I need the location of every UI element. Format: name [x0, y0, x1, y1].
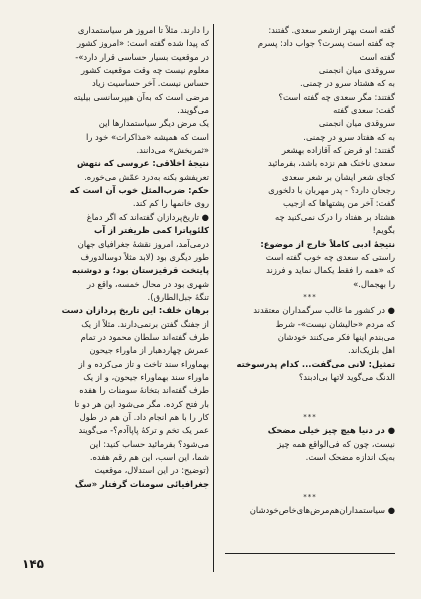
left-column-line: شهری بود در محال خمسه، واقع در	[86, 278, 209, 289]
right-column-line: می‌بندم اینها فکر می‌کنند خودشان	[277, 331, 395, 342]
left-column-line: تعریفشو بکنه به‌درد عمّش می‌خوره.	[84, 171, 209, 182]
right-column-line: ● در دنیا هیچ چیز خیلی مضحک	[267, 425, 395, 436]
right-column-line: کجای شعر ایشان بر شعر سعدی	[282, 171, 395, 182]
left-column-line: شما، این اسب، این هم رقم هفده.	[89, 452, 209, 462]
section-separator: ***	[303, 493, 317, 502]
left-column-line: طرف گفته‌اند سلطان محمود در تمام	[80, 331, 209, 342]
right-column-line	[225, 464, 395, 477]
left-column-line: بار فتح کرده. مگر می‌شود این هر دو تا	[74, 398, 209, 409]
left-column-line: عمرش چهاردهبار از ماوراء جیحون	[89, 345, 209, 356]
left-column-line: که پیدا شده گفته است: «امروز کشور	[77, 38, 209, 49]
right-column-line: نتیجهٔ ادبی کاملاً خارج از موضوع:	[260, 238, 395, 249]
right-column-line: تمثیل: لانی می‌گفت... کدام پدرسوخته	[236, 358, 395, 369]
right-column-line: سروقدی میان انجمنی	[318, 118, 395, 129]
right-column-line: را بهجمال.»	[353, 278, 395, 289]
left-column-line: را دارند. مثلاً تا امروز هر سیاستمداری	[77, 25, 209, 35]
right-column-line: گفتند: او فرض که آقازاده بهشعر	[281, 145, 395, 156]
right-column-line: سروقدی میان انجمنی	[318, 65, 395, 76]
left-column-line: بهماوراء سند تاخت و تاز می‌کرده و از	[78, 358, 209, 369]
right-column-line: گفته است بهتر ازشعر سعدی. گفتند:	[268, 25, 395, 35]
right-column-line: سعدی ناخنک هم نزده باشد، بفرمائید	[268, 158, 395, 169]
left-column-line: یک مرض دیگر سیاستمدارها این	[98, 118, 209, 129]
right-column-line	[225, 384, 395, 397]
left-column-line: درمی‌آمد، امروز نقشهٔ جغرافیای جهان	[77, 238, 209, 249]
left-column-line: (توضیح: در این استدلال، موقعیت	[94, 465, 209, 476]
left-text-column	[39, 24, 209, 491]
left-column-line: نتیجهٔ اخلاقی: عروسی که نتهش	[76, 158, 209, 169]
right-column-line: که «همه را فقط یکمال نماید و فرزند	[266, 265, 395, 276]
left-column-line: از جفنگ گفتن برنمی‌دارند. مثلاً از یک	[81, 318, 209, 329]
left-column-line: ماوراء سند بهماوراء جیحون، و از یک	[83, 371, 209, 382]
right-column-line: رجحان دارد؟ - پدر مهربان با دلخوری	[268, 185, 395, 196]
left-column-line: مرضی است که به‌آن هیپرسانسی بیلیته	[73, 91, 209, 102]
left-column-line: کار را با هم انجام داد. آن هم در طول	[79, 411, 209, 422]
left-column-line: معلوم نیست چه وقت موقعیت کشور	[80, 65, 209, 76]
right-column-line: گفت: سعدی گفته	[333, 105, 395, 116]
right-column-line: نیست، چون که فی‌الواقع همه چیز	[277, 438, 395, 449]
section-separator: ***	[303, 412, 317, 421]
left-column-line: طرف گفته‌اند بتخانهٔ سومنات را هفده	[79, 385, 209, 396]
page-number: ۱۴۵	[22, 557, 44, 571]
left-column-line: می‌گویند.	[177, 105, 209, 116]
right-column-line: چه گفته است پسرت؟ جواب داد: پسرم	[257, 38, 395, 49]
left-column-line: تنگهٔ جبل‌الطارق).	[147, 291, 209, 302]
left-column-line: برهان خلف: این تاریخ پردازان دست	[61, 305, 209, 316]
left-column-line: است که همیشه «مذاکرات» خود را	[86, 131, 209, 142]
right-column-line: ● در کشور ما غالب سرگمداران معتقدند	[253, 305, 395, 316]
left-column-line: عمر یک تخم و ترکهٔ پاپاآدم؟- می‌گویند	[78, 425, 209, 436]
left-column-line: کلئوپاترا کمی ظریفتر از آب	[94, 225, 209, 236]
footer-rule	[225, 553, 395, 554]
right-text-column	[225, 24, 395, 518]
right-column-line: به‌یک اندازه مضحک است.	[305, 452, 395, 462]
right-column-line: راستی که سعدی چه خوب گفته است	[265, 251, 395, 262]
left-column-line: در موقعیت بسیار حساسی قرار دارد»-	[75, 51, 209, 62]
left-column-line: ● تاریخ‌پردازان گفته‌اند که اگر دماغ	[86, 211, 209, 222]
left-column-line: طور دیگری بود (لابد مثلاً دوسالدورف	[80, 251, 209, 262]
left-column-line: جغرافیائی سومنات گرفتار «سگ	[74, 478, 209, 489]
left-column-line: حکم: ضرب‌المثل خوب آن است که	[69, 185, 209, 196]
right-column-line: گفت: آخر من پشتهاها که ازجیب	[282, 198, 395, 209]
left-column-line: پایتخت قرقیزستان بود؛ و دوشنبه	[71, 265, 209, 276]
right-column-line: هشتاد بر هفتاد را درک نمی‌کنید چه	[275, 211, 395, 222]
left-column-line: «ثمربخش» می‌دانند.	[136, 145, 209, 156]
right-column-line: اهل بلزیک‌اند.	[347, 345, 395, 356]
left-column-line: روی خانمها را کم کند.	[132, 198, 209, 209]
right-column-line	[225, 478, 395, 491]
right-column-line: الدنگ می‌گوید لاتها بی‌ادبند؟	[298, 371, 395, 382]
right-column-line: به که هشتاد سرو در چمنی.	[300, 78, 395, 89]
left-column-line: می‌شود؟ بفرمائید حساب کنید: این	[89, 438, 209, 449]
section-separator: ***	[303, 292, 317, 301]
right-column-line: گفتند: مگر سعدی چه گفته است؟	[278, 91, 395, 102]
left-column-line: حساس نیست. آخر حساسیت زیاد	[91, 78, 209, 89]
right-column-line: به که هفتاد سرو در چمنی.	[303, 131, 395, 142]
right-column-line: گفته است	[359, 51, 395, 62]
column-divider	[213, 24, 214, 572]
right-column-line	[225, 398, 395, 411]
right-column-line: که مردم «حالیشان نیست»- شرط	[275, 318, 395, 329]
right-column-line: ● سیاستمداران‌هم‌مرض‌های‌خاص‌خودشان	[249, 505, 395, 516]
right-column-line: بگویم!	[372, 225, 395, 236]
